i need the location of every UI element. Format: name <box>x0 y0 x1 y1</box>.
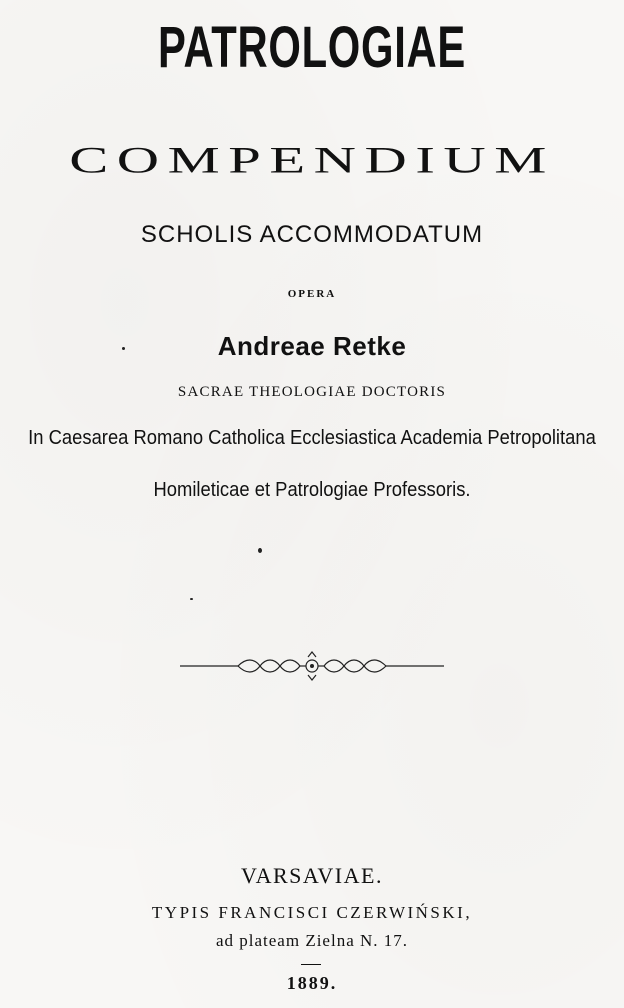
imprint-printer: TYPIS FRANCISCI CZERWIŃSKI, <box>151 903 473 922</box>
print-speck <box>122 347 125 350</box>
ornamental-rule-icon <box>180 648 444 684</box>
print-speck <box>190 598 193 600</box>
print-speck <box>258 548 262 553</box>
imprint-divider <box>301 964 321 965</box>
author-name: Andreae Retke <box>217 331 407 361</box>
title-line-1: PATROLOGIAE <box>158 15 466 80</box>
subtitle: SCHOLIS ACCOMMODATUM <box>140 221 484 248</box>
imprint-address: ad plateam Zielna N. 17. <box>215 931 409 950</box>
imprint-year: 1889. <box>286 973 338 993</box>
affiliation-line-2: Homileticae et Patrologiae Professoris. <box>153 479 471 501</box>
title-line-2: COMPENDIUM <box>69 139 555 182</box>
imprint-city: VARSAVIAE. <box>241 863 383 888</box>
author-degree: SACRAE THEOLOGIAE DOCTORIS <box>177 384 447 400</box>
affiliation-line-1: In Caesarea Romano Catholica Ecclesiastica Academia Petropolitana <box>28 427 596 449</box>
opera-label: OPERA <box>287 288 337 300</box>
